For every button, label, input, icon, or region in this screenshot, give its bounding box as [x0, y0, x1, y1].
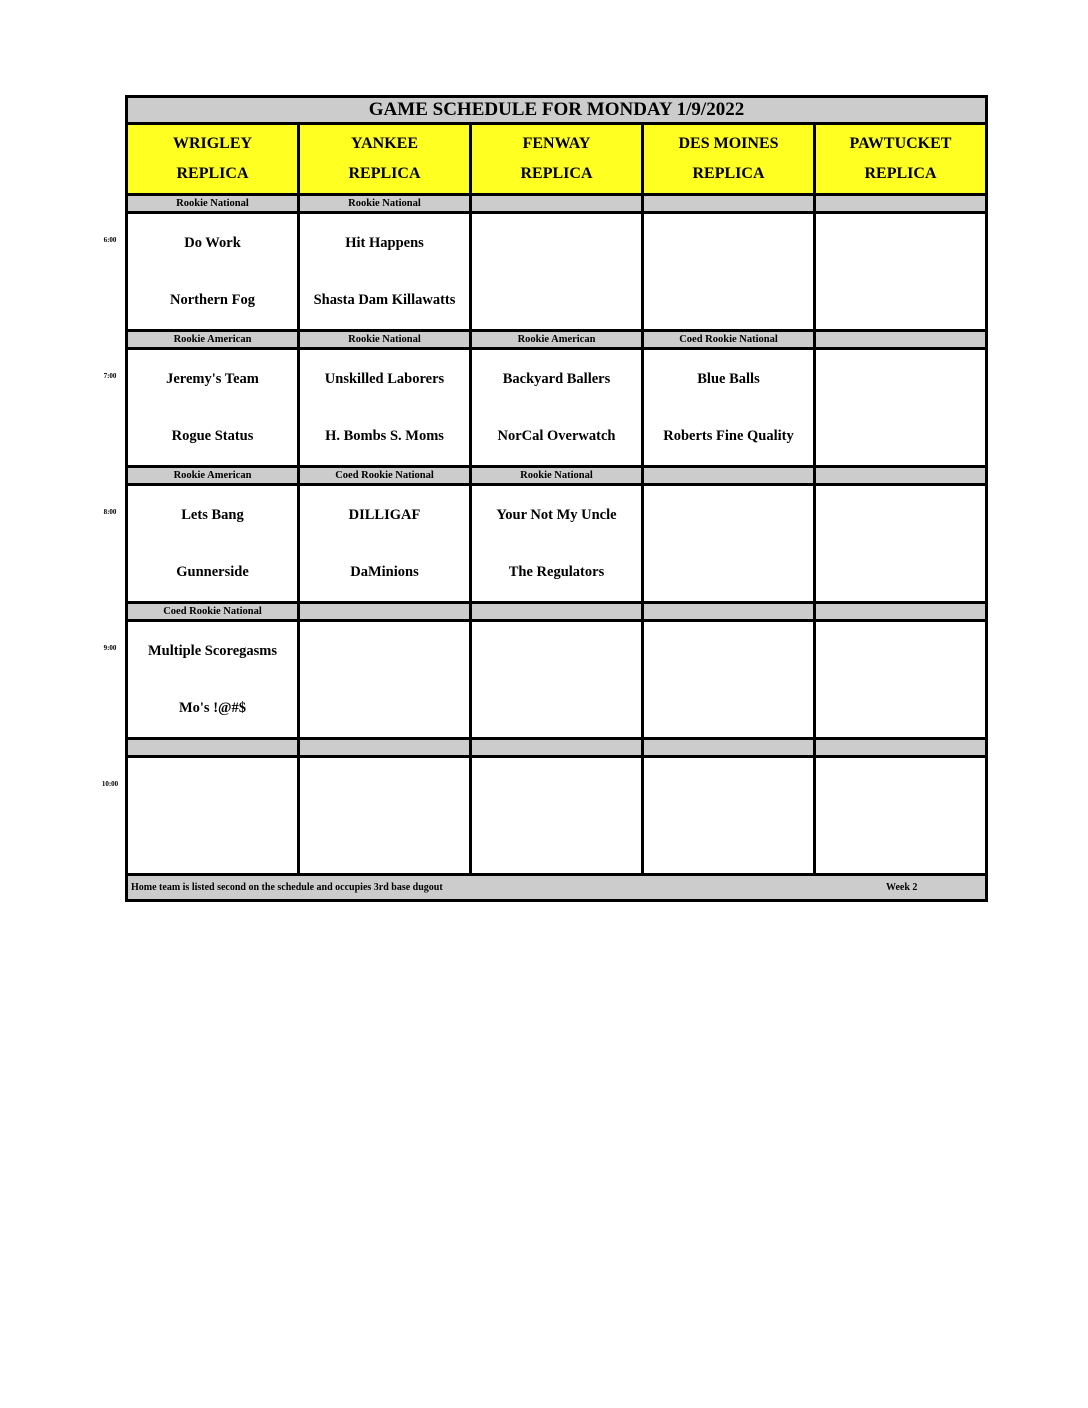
division-label: Rookie National	[128, 196, 300, 211]
game-cell	[816, 486, 985, 601]
division-label	[816, 604, 985, 619]
home-team: Roberts Fine Quality	[663, 427, 794, 444]
division-label	[816, 468, 985, 483]
schedule-table	[125, 95, 988, 902]
away-team: Multiple Scoregasms	[147, 643, 277, 659]
game-cell	[128, 214, 300, 329]
field-header-fenway	[472, 125, 644, 193]
game-cell	[644, 622, 816, 737]
week-label: Week 2	[886, 882, 918, 893]
game-cell	[816, 214, 985, 329]
game-cell	[300, 214, 472, 329]
home-team: Mo's !@#$	[178, 699, 247, 716]
home-team: DaMinions	[350, 563, 419, 580]
game-cell	[300, 350, 472, 465]
away-team: Your Not My Uncle	[496, 507, 617, 523]
division-label	[644, 196, 816, 211]
home-team: Gunnerside	[176, 563, 249, 580]
division-label: Coed Rookie National	[300, 468, 472, 483]
game-cell	[300, 758, 472, 873]
game-cell	[128, 350, 300, 465]
division-label	[644, 468, 816, 483]
field-header-row	[128, 125, 985, 196]
time-label: 7:00	[103, 372, 117, 380]
division-row	[128, 332, 985, 350]
division-label: Rookie American	[128, 468, 300, 483]
away-team: Hit Happens	[345, 235, 424, 251]
field-name: WRIGLEY	[172, 135, 253, 152]
division-label: Coed Rookie National	[128, 604, 300, 619]
division-label	[472, 604, 644, 619]
home-team: Rogue Status	[171, 427, 254, 444]
away-team: DILLIGAF	[348, 507, 421, 523]
home-team: Shasta Dam Killawatts	[313, 291, 456, 308]
time-label: 9:00	[103, 644, 117, 652]
game-cell	[644, 758, 816, 873]
division-label	[816, 332, 985, 347]
division-label: Rookie American	[472, 332, 644, 347]
away-team: Jeremy's Team	[166, 371, 259, 387]
field-name: YANKEE	[351, 135, 418, 152]
home-team: The Regulators	[508, 563, 605, 580]
game-cell	[300, 486, 472, 601]
division-label: Coed Rookie National	[644, 332, 816, 347]
game-row	[128, 350, 985, 468]
field-type: REPLICA	[348, 165, 421, 182]
field-header-pawtucket	[816, 125, 985, 193]
game-row	[128, 622, 985, 740]
division-label	[472, 196, 644, 211]
division-label	[644, 740, 816, 755]
division-label: Rookie National	[472, 468, 644, 483]
division-label	[472, 740, 644, 755]
away-team: Unskilled Laborers	[324, 371, 445, 387]
home-team: Northern Fog	[170, 291, 255, 308]
game-cell	[472, 214, 644, 329]
division-row	[128, 740, 985, 758]
field-type: REPLICA	[176, 165, 249, 182]
division-label: Rookie National	[300, 332, 472, 347]
game-cell	[128, 486, 300, 601]
division-label	[300, 740, 472, 755]
schedule-title: GAME SCHEDULE FOR MONDAY 1/9/2022	[128, 98, 985, 125]
field-header-yankee	[300, 125, 472, 193]
division-row	[128, 196, 985, 214]
division-label	[816, 740, 985, 755]
game-cell	[472, 350, 644, 465]
game-cell	[128, 758, 300, 873]
game-cell	[816, 622, 985, 737]
field-type: REPLICA	[864, 165, 937, 182]
field-header-des-moines	[644, 125, 816, 193]
game-cell	[472, 758, 644, 873]
home-team: H. Bombs S. Moms	[325, 427, 444, 444]
game-cell	[472, 622, 644, 737]
away-team: Do Work	[184, 235, 241, 251]
game-cell	[128, 622, 300, 737]
division-label	[128, 740, 300, 755]
home-team: NorCal Overwatch	[497, 427, 616, 444]
time-label: 10:00	[101, 780, 119, 788]
game-cell	[816, 758, 985, 873]
division-label	[300, 604, 472, 619]
field-header-wrigley	[128, 125, 300, 193]
division-label: Rookie National	[300, 196, 472, 211]
time-label: 8:00	[103, 508, 117, 516]
game-cell	[644, 214, 816, 329]
game-row	[128, 214, 985, 332]
game-row	[128, 486, 985, 604]
game-cell	[644, 486, 816, 601]
schedule-footer	[128, 876, 985, 899]
division-label	[816, 196, 985, 211]
field-name: FENWAY	[522, 135, 591, 152]
division-label	[644, 604, 816, 619]
field-name: DES MOINES	[678, 135, 779, 152]
game-cell	[300, 622, 472, 737]
division-label: Rookie American	[128, 332, 300, 347]
division-row	[128, 468, 985, 486]
game-cell	[472, 486, 644, 601]
division-row	[128, 604, 985, 622]
time-slots	[128, 196, 985, 876]
away-team: Lets Bang	[181, 507, 244, 523]
footer-note: Home team is listed second on the schedule and occupies 3rd base dugout	[131, 882, 443, 893]
game-row	[128, 758, 985, 876]
time-label: 6:00	[103, 236, 117, 244]
field-name: PAWTUCKET	[849, 135, 952, 152]
game-cell	[644, 350, 816, 465]
away-team: Blue Balls	[697, 371, 760, 387]
field-type: REPLICA	[692, 165, 765, 182]
away-team: Backyard Ballers	[502, 371, 611, 387]
game-cell	[816, 350, 985, 465]
field-type: REPLICA	[520, 165, 593, 182]
